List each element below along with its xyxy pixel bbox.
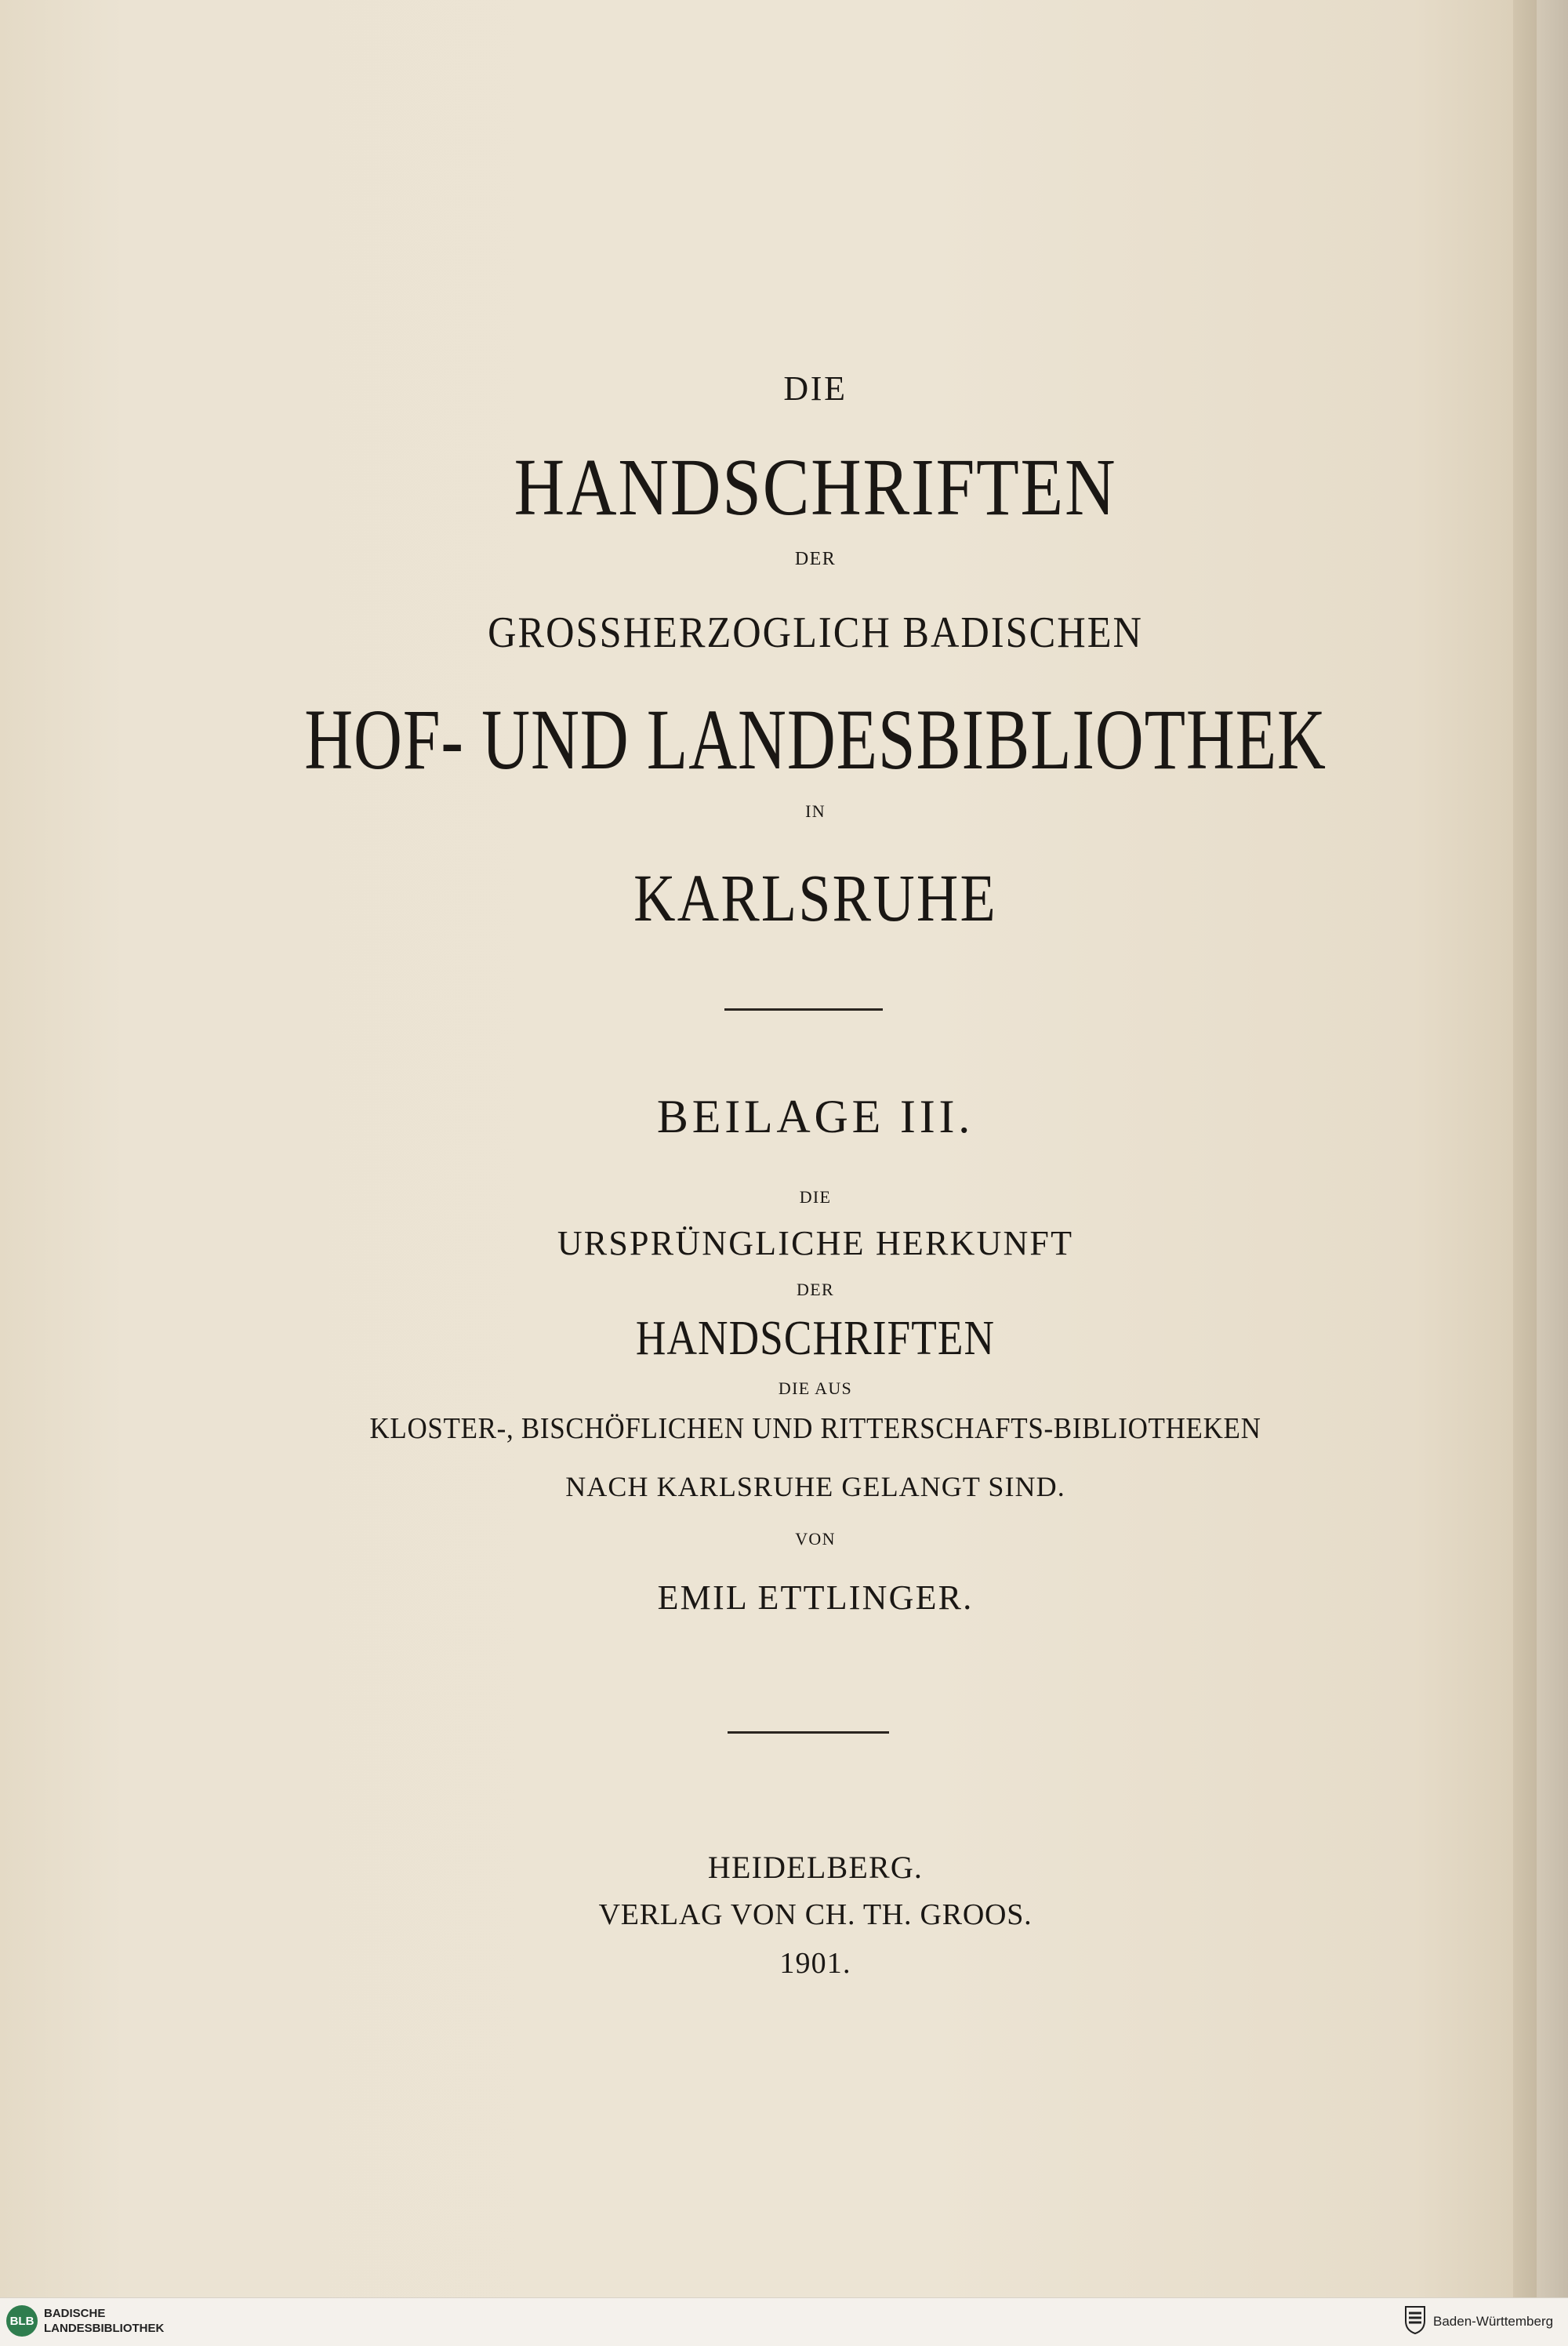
imprint-city: HEIDELBERG. bbox=[707, 1850, 924, 1885]
library-name bbox=[44, 2306, 164, 2336]
subtitle-handschriften: HANDSCHRIFTEN bbox=[635, 1312, 996, 1365]
title-grossherzoglich: GROSSHERZOGLICH BADISCHEN bbox=[488, 608, 1143, 657]
title-karlsruhe: KARLSRUHE bbox=[633, 860, 997, 935]
subtitle-nach-karlsruhe: NACH KARLSRUHE GELANGT SIND. bbox=[565, 1471, 1065, 1502]
blb-logo: BLB bbox=[6, 2305, 38, 2337]
footer-bar bbox=[0, 2297, 1568, 2346]
title-die: DIE bbox=[783, 369, 848, 408]
title-in: IN bbox=[805, 801, 826, 821]
title-handschriften: HANDSCHRIFTEN bbox=[514, 442, 1117, 532]
supplement-label: BEILAGE III. bbox=[656, 1091, 975, 1142]
divider-rule-top bbox=[724, 1008, 883, 1011]
author-name: EMIL ETTLINGER. bbox=[657, 1578, 974, 1617]
baden-wuerttemberg-crest-icon bbox=[1403, 2305, 1427, 2335]
imprint-publisher: VERLAG VON CH. TH. GROOS. bbox=[598, 1898, 1033, 1931]
library-name-line1: BADISCHE bbox=[44, 2307, 106, 2320]
subtitle-der: DER bbox=[797, 1280, 834, 1299]
library-name-line2: LANDESBIBLIOTHEK bbox=[44, 2322, 165, 2335]
by-label: VON bbox=[795, 1529, 836, 1549]
imprint-year: 1901. bbox=[779, 1947, 851, 1980]
subtitle-die-aus: DIE AUS bbox=[778, 1378, 853, 1398]
subtitle-herkunft: URSPRÜNGLICHE HERKUNFT bbox=[557, 1224, 1074, 1262]
title-hof-und-landesbibliothek: HOF- UND LANDESBIBLIOTHEK bbox=[304, 692, 1327, 787]
state-label: Baden-Württemberg bbox=[1433, 2314, 1554, 2329]
title-der: DER bbox=[794, 549, 837, 569]
subtitle-kloster: KLOSTER-, BISCHÖFLICHEN UND RITTERSCHAFTS-BIBLIOTHEKEN bbox=[369, 1412, 1261, 1445]
divider-rule-bottom bbox=[728, 1731, 889, 1734]
subtitle-die: DIE bbox=[799, 1187, 832, 1207]
